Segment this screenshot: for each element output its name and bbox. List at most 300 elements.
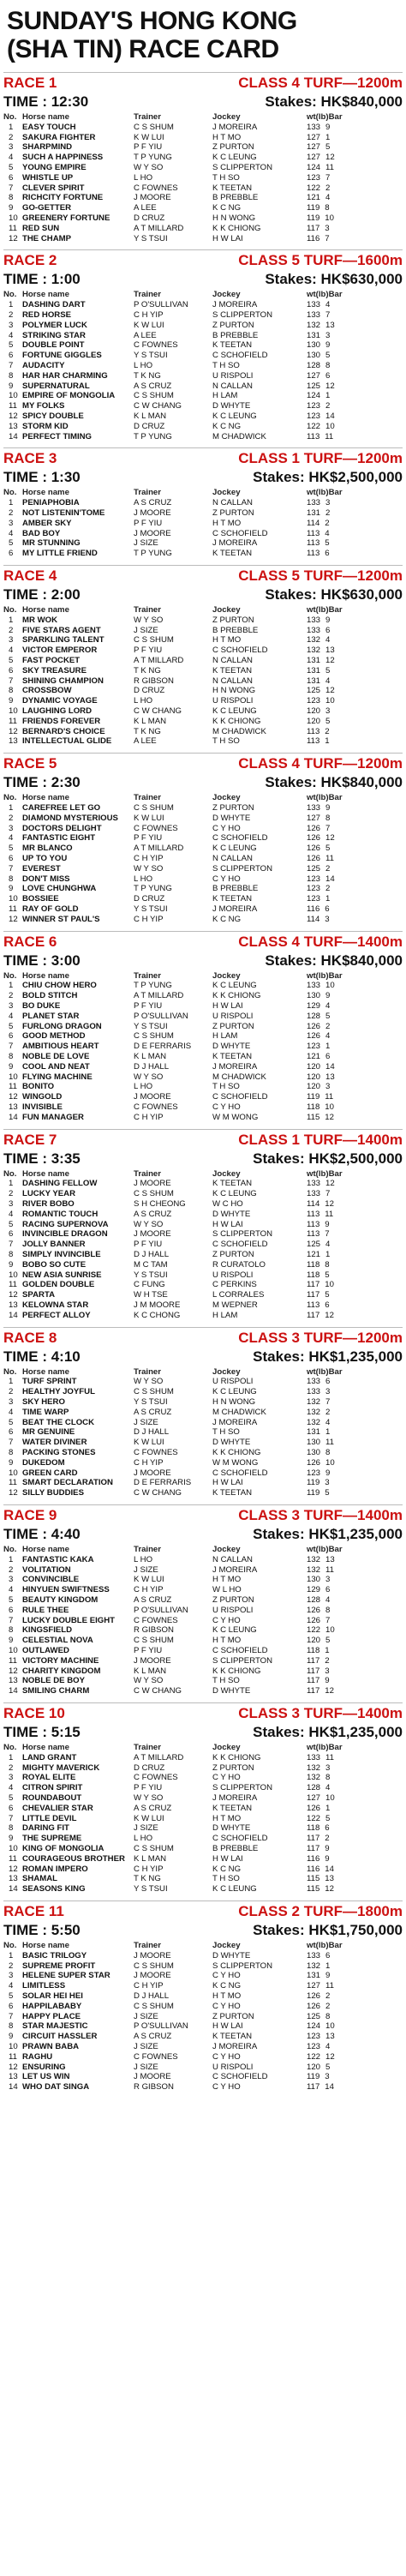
horse-name: SMART DECLARATION [22,1478,113,1488]
trainer: A S CRUZ [134,381,172,391]
trainer: P F YIU [134,1783,163,1793]
jockey: C Y HO [212,1102,241,1112]
trainer: C S SHUM [134,1387,174,1397]
table-row [3,432,403,442]
trainer: J MOORE [134,1971,171,1981]
barrier: 3 [325,1666,330,1676]
weight: 120 [307,1082,321,1092]
table-row [3,1031,403,1042]
runner-no: 3 [9,823,14,833]
barrier: 4 [325,193,331,203]
barrier: 10 [325,1102,334,1112]
runner-no: 6 [9,172,14,183]
table-row [3,1290,403,1300]
jockey: J MOREIRA [212,904,258,914]
runner-no: 5 [9,1594,14,1605]
table-row [3,2072,403,2082]
weight-bar [307,2032,403,2042]
barrier: 8 [325,1773,331,1783]
barrier: 2 [325,726,330,736]
horse-name: FORTUNE GIGGLES [22,351,102,361]
jockey: H LAM [212,1031,238,1042]
weight-bar [307,1686,403,1696]
col-trainer: Trainer [134,1545,161,1554]
table-row [3,1468,403,1479]
horse-name: LITTLE DEVIL [22,1813,77,1823]
runner-no: 5 [9,538,14,549]
barrier: 4 [325,300,331,310]
trainer: T P YUNG [134,431,172,441]
runner-no: 6 [9,665,14,676]
weight: 131 [307,676,321,686]
horse-name: DYNAMIC VOYAGE [22,696,98,706]
race-stakes: Stakes: HK$1,750,000 [253,1922,403,1938]
col-jockey: Jockey [212,1366,241,1377]
horse-name: FUN MANAGER [22,1112,84,1122]
horse-name: SUPERNATURAL [22,381,90,391]
barrier: 7 [325,1189,331,1199]
weight-bar [307,686,403,696]
col-horse: Horse name [22,970,69,981]
runner-no: 7 [9,183,14,193]
horse-name: PERFECT ALLOY [22,1310,91,1320]
horse-name: MR BLANCO [22,844,73,854]
jockey: U RISPOLI [212,696,254,706]
barrier: 7 [325,1615,331,1625]
barrier: 1 [325,736,330,747]
jockey: T H SO [212,1676,240,1686]
weight-bar [307,1377,403,1387]
race-class: CLASS 5 TURF—1200m [238,567,403,584]
horse-name: ROMANTIC TOUCH [22,1209,99,1219]
runner-no: 3 [9,142,14,153]
table-row [3,824,403,834]
weight-bar [307,300,403,310]
trainer: S H CHEONG [134,1198,186,1209]
barrier: 6 [325,904,330,914]
weight: 126 [307,823,321,833]
weight: 123 [307,874,321,884]
weight: 116 [307,1853,320,1864]
trainer: L HO [134,1834,153,1844]
weight-bar [307,1408,403,1418]
horse-name: HELENE SUPER STAR [22,1971,110,1981]
runner-no: 3 [9,1773,14,1783]
jockey: H T MO [212,1991,242,2001]
runner-no: 3 [9,1000,14,1011]
runner-no: 11 [9,401,17,411]
trainer: Y S TSUI [134,1021,168,1031]
jockey: Z PURTON [212,2011,254,2021]
trainer: D CRUZ [134,686,165,696]
weight: 119 [307,1092,320,1102]
race-time: TIME : 5:15 [3,1724,81,1740]
weight-bar [307,321,403,331]
race-stakes: Stakes: HK$2,500,000 [253,469,403,486]
runner-no: 9 [9,381,14,391]
weight-bar [307,706,403,717]
jockey: C SCHOFIELD [212,528,268,538]
table-row [3,844,403,854]
trainer: W Y SO [134,1219,164,1229]
race-number: RACE 1 [3,75,57,91]
horse-name: GOOD METHOD [22,1031,86,1042]
trainer: C H YIP [134,1864,164,1874]
weight: 117 [307,1290,320,1300]
weight-bar [307,1666,403,1677]
weight: 132 [307,320,321,330]
runner-no: 14 [9,431,18,441]
barrier: 3 [325,330,331,340]
horse-name: THE SUPREME [22,1834,82,1844]
race-time-row [3,467,403,488]
trainer: Y S TSUI [134,233,168,243]
table-row [3,854,403,864]
table-row [3,915,403,925]
weight: 123 [307,411,321,421]
horse-name: WINNER ST PAUL'S [22,914,100,924]
jockey: J MOREIRA [212,122,258,132]
trainer: A S CRUZ [134,498,172,508]
barrier: 3 [325,1575,331,1585]
col-trainer: Trainer [134,970,161,981]
table-row [3,1387,403,1397]
jockey: K TEETAN [212,340,253,351]
race-header [3,447,403,467]
runner-no: 7 [9,1615,14,1625]
weight-bar [307,234,403,244]
runner-no: 4 [9,528,14,538]
race-number: RACE 3 [3,450,57,467]
jockey: N CALLAN [212,853,253,863]
jockey: K C NG [212,421,242,431]
weight: 123 [307,401,321,411]
horse-name: GREENERY FORTUNE [22,213,110,223]
weight-bar [307,310,403,321]
col-no: No. [3,1545,17,1554]
barrier: 13 [325,1874,334,1884]
weight: 123 [307,894,321,904]
horse-name: BOBO SO CUTE [22,1259,87,1270]
race-time: TIME : 1:00 [3,271,81,288]
horse-name: LUCKY DOUBLE EIGHT [22,1615,116,1625]
barrier: 2 [325,1407,331,1417]
runner-no: 12 [9,411,18,421]
jockey: Z PURTON [212,615,254,625]
runner-no: 11 [9,223,17,233]
jockey: H T MO [212,1636,242,1646]
barrier: 4 [325,1594,331,1605]
barrier: 12 [325,1310,334,1320]
runner-no: 13 [9,736,18,747]
weight-bar [307,508,403,519]
barrier: 6 [325,1051,331,1061]
horse-name: KELOWNA STAR [22,1300,89,1310]
trainer: J SIZE [134,1823,158,1834]
weight: 120 [307,2062,321,2072]
table-row [3,814,403,824]
jockey: T H SO [212,1082,240,1092]
horse-name: RICHCITY FORTUNE [22,193,104,203]
runner-no: 6 [9,1427,14,1438]
runner-no: 2 [9,507,14,518]
table-row [3,2063,403,2073]
table-row [3,1575,403,1585]
trainer: P F YIU [134,518,163,528]
weight: 131 [307,1971,321,1981]
weight-bar [307,884,403,894]
horse-name: BASIC TRILOGY [22,1950,87,1961]
trainer: A S CRUZ [134,1407,172,1417]
barrier: 14 [325,874,335,884]
barrier: 12 [325,381,335,391]
jockey: C SCHOFIELD [212,646,268,656]
weight-bar [307,1783,403,1793]
weight: 124 [307,2021,321,2032]
weight-bar [307,1427,403,1438]
table-row [3,183,403,194]
horse-name: HAPPY PLACE [22,2011,81,2021]
runner-no: 12 [9,1488,18,1498]
col-wt-bar: wt(lb)Bar [307,605,343,615]
weight-bar [307,844,403,854]
weight-bar [307,2082,403,2093]
race-stakes: Stakes: HK$630,000 [265,586,403,603]
weight-bar [307,1773,403,1783]
barrier: 3 [325,223,330,233]
weight-bar [307,2052,403,2063]
weight: 127 [307,1792,321,1803]
barrier: 12 [325,655,335,665]
table-row [3,1012,403,1022]
barrier: 3 [325,706,331,716]
trainer: K L MAN [134,1853,167,1864]
horse-name: STAR MAJESTIC [22,2021,88,2032]
horse-name: CHARITY KINGDOM [22,1666,101,1676]
weight-bar [307,1763,403,1774]
race-section [3,1900,403,2093]
table-row [3,1179,403,1189]
runner-no: 4 [9,1407,14,1417]
table-row [3,1864,403,1875]
horse-name: NEW ASIA SUNRISE [22,1270,102,1280]
col-wt-bar: wt(lb)Bar [307,793,343,803]
horse-name: SUPREME PROFIT [22,1961,96,1971]
table-row [3,1458,403,1468]
jockey: N CALLAN [212,1554,253,1564]
weight: 132 [307,1564,321,1575]
col-jockey: Jockey [212,605,241,615]
weight: 133 [307,625,321,635]
table-row [3,706,403,717]
jockey: C PERKINS [212,1280,257,1290]
weight-bar [307,736,403,747]
barrier: 1 [325,391,331,401]
runner-no: 1 [9,1752,14,1762]
horse-name: SKY HERO [22,1396,65,1407]
weight: 126 [307,1803,321,1813]
race-time-row [3,1722,403,1743]
runner-no: 4 [9,1585,14,1595]
horse-name: KING OF MONGOLIA [22,1843,104,1853]
weight-bar [307,1575,403,1585]
horse-name: RULE THEE [22,1605,69,1615]
col-trainer: Trainer [134,488,161,498]
runner-no: 10 [9,1843,18,1853]
weight-bar [307,1854,403,1864]
horse-name: BERNARD'S CHOICE [22,726,105,736]
horse-name: NOT LISTENIN'TOME [22,507,105,518]
jockey: K C LEUNG [212,706,257,716]
barrier: 4 [325,1031,331,1042]
jockey: N CALLAN [212,655,253,665]
horse-name: DIAMOND MYSTERIOUS [22,813,118,823]
weight-bar [307,626,403,636]
trainer: P O'SULLIVAN [134,1605,188,1615]
trainer: J MOORE [134,1468,171,1478]
weight-bar [307,2072,403,2082]
jockey: N CALLAN [212,676,253,686]
weight: 132 [307,646,321,656]
weight: 126 [307,1031,321,1042]
weight: 133 [307,1387,321,1397]
col-wt-bar: wt(lb)Bar [307,1743,343,1752]
table-row [3,1113,403,1123]
horse-name: PACKING STONES [22,1447,96,1457]
trainer: J SIZE [134,1564,158,1575]
trainer: C S SHUM [134,391,174,401]
horse-name: SOLAR HEI HEI [22,1991,83,2001]
runner-no: 1 [9,498,14,508]
trainer: C W CHANG [134,401,182,411]
trainer: D CRUZ [134,213,165,223]
barrier: 12 [325,1112,334,1122]
weight: 125 [307,2011,321,2021]
trainer: L HO [134,696,153,706]
race-time: TIME : 3:35 [3,1150,81,1167]
jockey: B PREBBLE [212,1843,259,1853]
table-row [3,1280,403,1290]
trainer: D J HALL [134,1061,170,1072]
col-wt-bar: wt(lb)Bar [307,488,343,498]
weight: 133 [307,122,321,132]
table-row [3,508,403,519]
runner-no: 8 [9,1625,14,1636]
weight: 119 [307,203,320,213]
runner-no: 2 [9,1961,14,1971]
table-row [3,391,403,401]
trainer: K W LUI [134,813,164,823]
table-row [3,401,403,411]
runner-no: 10 [9,391,18,401]
table-row [3,1834,403,1844]
weight-bar [307,717,403,727]
weight: 123 [307,172,321,183]
trainer: A S CRUZ [134,1803,172,1813]
race-section [3,1504,403,1696]
race-section [3,447,403,559]
col-no: No. [3,290,17,300]
weight: 120 [307,1061,321,1072]
horse-name: FLYING MACHINE [22,1072,93,1082]
runner-no: 13 [9,1676,18,1686]
trainer: P F YIU [134,1240,163,1250]
runner-no: 10 [9,1468,18,1478]
trainer: C S SHUM [134,2001,174,2011]
table-row [3,133,403,143]
table-row [3,1001,403,1012]
col-horse: Horse name [22,1941,69,1950]
weight-bar [307,1031,403,1042]
col-wt-bar: wt(lb)Bar [307,290,343,300]
table-row [3,1585,403,1595]
race-time-row [3,1920,403,1941]
weight-bar [307,371,403,381]
trainer: J MOORE [134,528,171,538]
barrier: 1 [325,1645,330,1655]
trainer: P F YIU [134,1000,163,1011]
trainer: T K NG [134,665,161,676]
weight-bar [307,656,403,666]
runner-no: 6 [9,853,14,863]
trainer: C FOWNES [134,1447,178,1457]
horse-name: WHISTLE UP [22,172,74,183]
weight-bar [307,915,403,925]
weight: 132 [307,1961,321,1971]
table-row [3,300,403,310]
trainer: R GIBSON [134,676,174,686]
runner-no: 4 [9,1209,14,1219]
weight: 126 [307,1457,321,1468]
jockey: U RISPOLI [212,370,254,381]
barrier: 7 [325,172,331,183]
race-time: TIME : 5:50 [3,1922,81,1938]
weight-bar [307,2063,403,2073]
col-horse: Horse name [22,1168,69,1179]
trainer: K L MAN [134,411,167,421]
runner-no: 14 [9,2082,18,2093]
horse-name: SKY TREASURE [22,665,87,676]
weight-bar [307,1864,403,1875]
jockey: J MOREIRA [212,1417,258,1427]
horse-name: EASY TOUCH [22,122,76,132]
barrier: 14 [325,411,335,421]
weight-bar [307,1616,403,1626]
barrier: 1 [325,1249,331,1259]
jockey: H N WONG [212,1396,256,1407]
table-row [3,666,403,676]
weight: 133 [307,1189,321,1199]
weight: 120 [307,716,321,726]
runner-no: 11 [9,1655,17,1666]
barrier: 2 [325,183,331,193]
barrier: 9 [325,1219,330,1229]
weight: 130 [307,1575,321,1585]
jockey: W L HO [212,1585,242,1595]
horse-name: THE CHAMP [22,233,72,243]
trainer: C FOWNES [134,1773,178,1783]
jockey: S CLIPPERTON [212,162,273,172]
race-number: RACE 8 [3,1329,57,1346]
jockey: C SCHOFIELD [212,833,268,844]
table-row [3,833,403,844]
weight-bar [307,1991,403,2002]
table-row [3,1874,403,1884]
jockey: H T MO [212,518,242,528]
weight-bar [307,1052,403,1062]
table-row [3,1981,403,1991]
trainer: C S SHUM [134,1189,174,1199]
